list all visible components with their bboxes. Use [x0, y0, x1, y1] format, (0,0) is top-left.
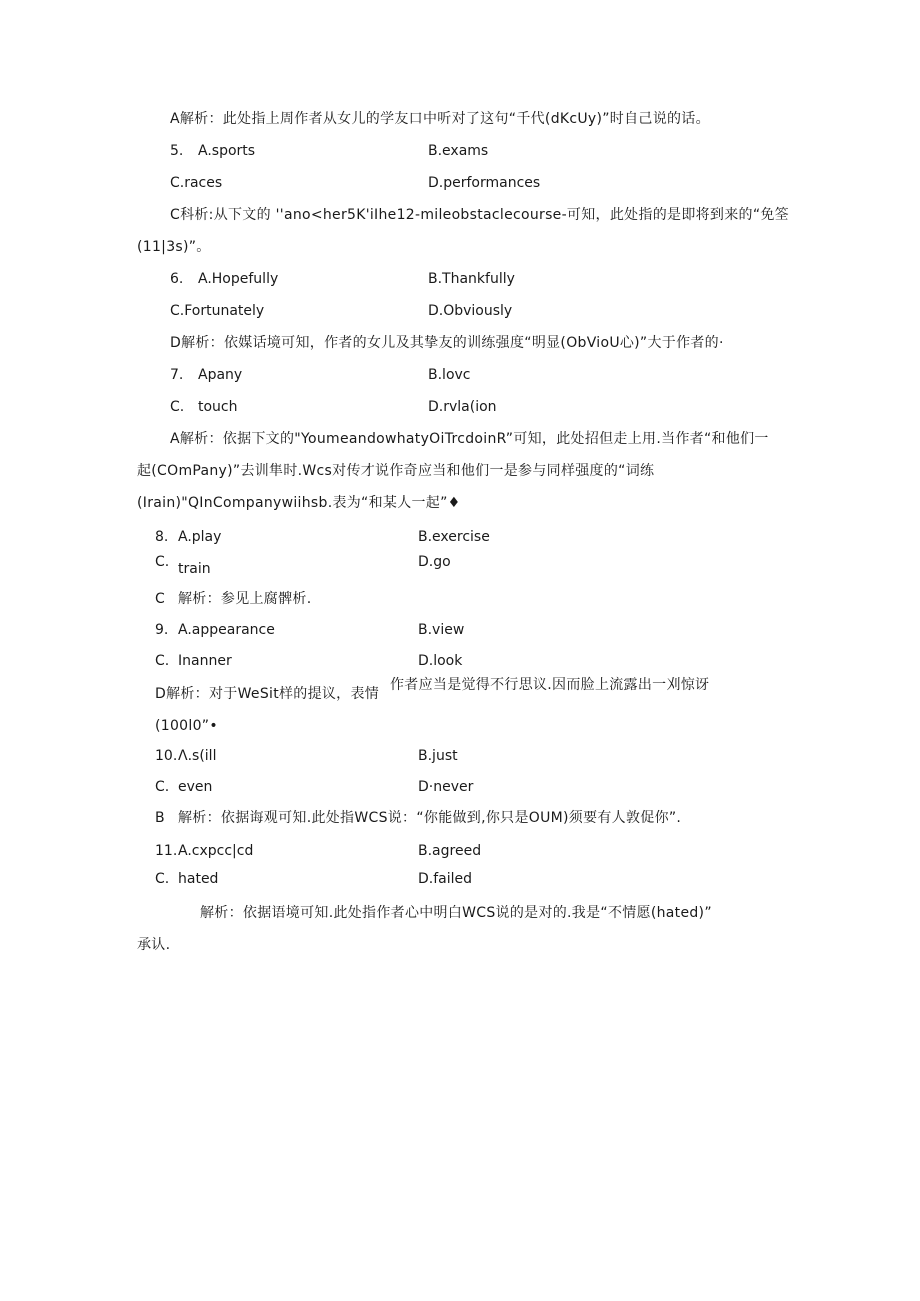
question-option-d: D.Obviously [428, 303, 513, 319]
question-option-a [155, 747, 216, 765]
option-letter: C. [170, 399, 185, 415]
answer-letter: C [155, 591, 166, 607]
option-letter: C. [155, 554, 170, 570]
explanation-line: 解析：依据语境可知.此处指作者心中明白WCS说的是对的.我是“不情愿(hated)” [200, 905, 712, 921]
question-option-a [155, 621, 275, 639]
question-number: 11. [155, 843, 178, 859]
question-option-a [170, 270, 278, 288]
explanation-line: 承认. [137, 937, 171, 953]
option-text: A.cxpcc|cd [178, 843, 254, 859]
question-option-d: D.rvla(ion [428, 399, 497, 415]
question-option-b: B.Thankfully [428, 271, 515, 287]
option-text: A.sports [198, 143, 256, 159]
question-option-d: D·never [418, 779, 474, 795]
question-option-b: B.just [418, 748, 458, 764]
question-option-b: B.view [418, 622, 465, 638]
explanation-line: 解析：参见上腐髀析. [178, 591, 312, 607]
option-letter: C. [155, 653, 170, 669]
question-option-c [155, 652, 232, 670]
question-option-a [170, 366, 242, 384]
question-number: 6. [170, 271, 184, 287]
explanation-line: 起(COmPany)”去训隼时.Wcs对传才说作奇应当和他们一是参与同样强度的“词练 [137, 463, 655, 479]
question-option-c [155, 778, 212, 796]
question-option-b: B.lovc [428, 367, 471, 383]
explanation-line: (Irain)"QInCompanywiihsb.表为“和某人一起”♦ [137, 495, 461, 511]
question-option-c: C.races [170, 175, 223, 191]
question-option-a [155, 528, 221, 546]
question-option-b: B.agreed [418, 843, 482, 859]
option-text: A.Hopefully [198, 271, 279, 287]
question-option-c: C.Fortunately [170, 303, 265, 319]
explanation-line: 作者应当是觉得不行思议.因而脸上流露出一刈惊讶 [390, 677, 710, 693]
option-text: Λ.s(ill [178, 748, 217, 764]
question-option-c [155, 870, 218, 888]
question-option-c: train [178, 561, 211, 577]
question-number: 8. [155, 529, 169, 545]
option-text: A.play [178, 529, 222, 545]
explanation-line: 解析：依据诲观可知.此处指WCS说：“你能做到,你只是OUM)须要有人敦促你”. [178, 810, 682, 826]
option-letter: C. [155, 871, 170, 887]
option-text: hated [178, 871, 219, 887]
explanation-line: (11|3s)”。 [137, 239, 211, 255]
question-number: 9. [155, 622, 169, 638]
question-option-a [170, 142, 255, 160]
option-letter: C. [155, 779, 170, 795]
question-option-d: D.go [418, 554, 451, 570]
question-number: 5. [170, 143, 184, 159]
option-text: touch [198, 399, 238, 415]
explanation-line: D解析：依媒话境可知，作者的女儿及其挚友的训练强度“明显(ObVioU心)”大于作者的· [170, 335, 724, 351]
question-option-d: D.performances [428, 175, 541, 191]
question-option-c [170, 398, 238, 416]
explanation-line: A解析：此处指上周作者从女儿的学友口中听对了这句“千代(dKcUy)”时自己说的话。 [170, 111, 710, 127]
explanation-line: C科析:从下文的 ''ano<her5K'iIhe12-mileobstaclecourse-可知，此处指的是即将到来的“免筌 [170, 207, 789, 223]
question-option-d: D.look [418, 653, 463, 669]
option-text: A.appearance [178, 622, 275, 638]
question-number: 7. [170, 367, 184, 383]
explanation-line: A解析：依据下文的"YoumeandowhatyOiTrcdoinR”可知，此处招但走上用.当作者“和他们一 [170, 431, 769, 447]
explanation-line: (100l0”• [155, 718, 218, 734]
question-option-a [155, 842, 253, 860]
question-option-d: D.failed [418, 871, 473, 887]
option-text: even [178, 779, 213, 795]
question-number: 10. [155, 748, 178, 764]
question-option-b: B.exercise [418, 529, 490, 545]
option-text: Apany [198, 367, 243, 383]
question-option-b: B.exams [428, 143, 489, 159]
answer-letter: B [155, 810, 165, 826]
explanation-line: D解析：对于WeSit样的提议，表情 [155, 686, 380, 702]
option-text: Inanner [178, 653, 232, 669]
